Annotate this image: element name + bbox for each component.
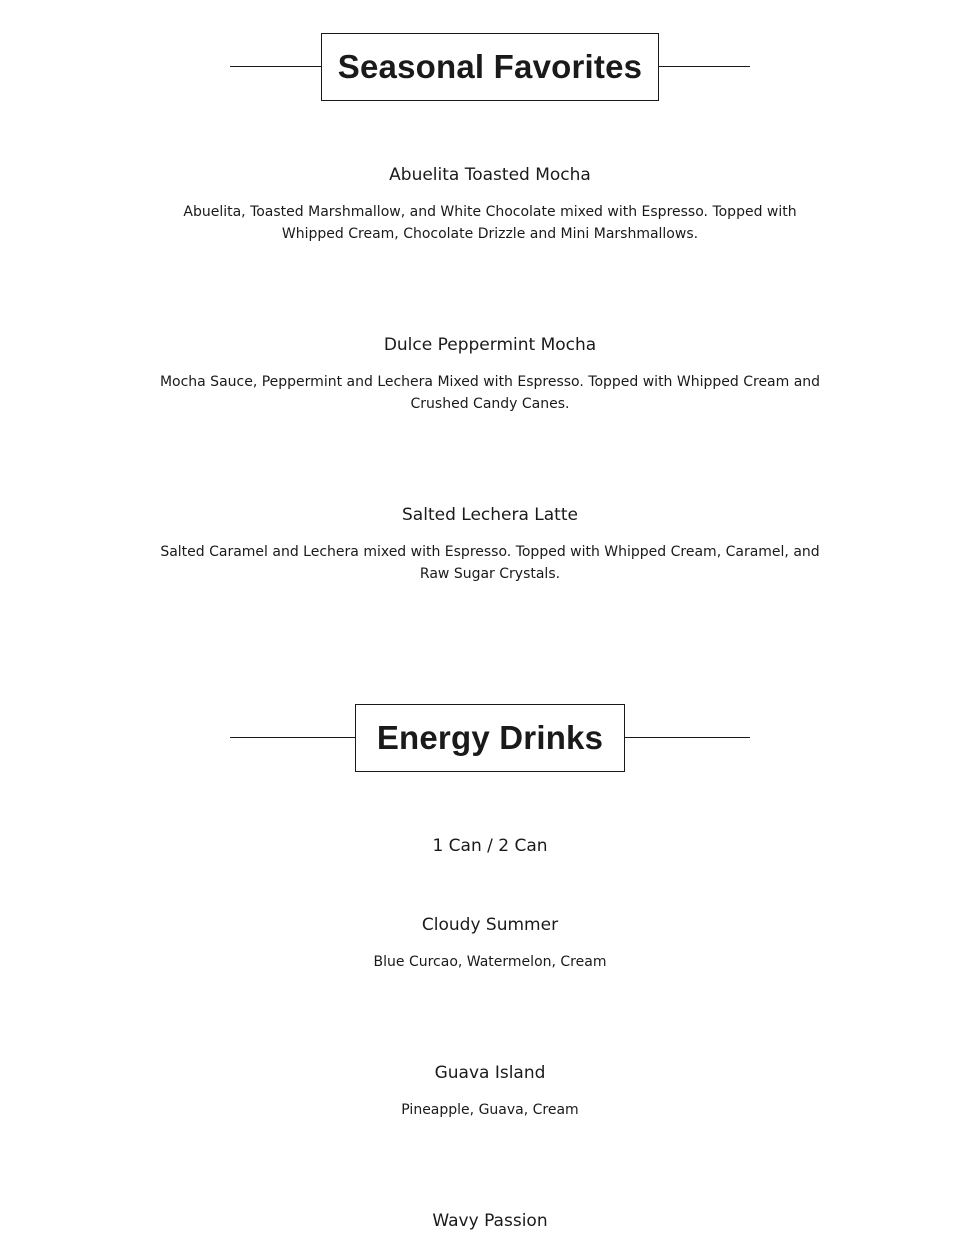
section-title: Energy Drinks	[376, 719, 604, 756]
menu-item-name: Dulce Peppermint Mocha	[383, 335, 597, 355]
header-title-box	[355, 704, 625, 772]
header-title-box	[321, 33, 659, 101]
menu-item-name: Wavy Passion	[432, 1211, 548, 1231]
header-rule-left	[230, 66, 321, 67]
menu-item-description: Pineapple, Guava, Cream	[401, 1102, 579, 1118]
menu-item	[0, 164, 965, 245]
menu-item	[0, 334, 965, 415]
menu-item-description: Blue Curcao, Watermelon, Cream	[373, 954, 607, 970]
header-rule-right	[625, 737, 750, 738]
menu-item	[0, 914, 965, 973]
menu-item	[0, 504, 965, 585]
size-label: 1 Can / 2 Can	[432, 836, 548, 856]
menu-item-name: Guava Island	[434, 1063, 546, 1083]
header-rule-right	[659, 66, 750, 67]
energy-drinks-header	[0, 704, 965, 772]
menu-item	[0, 1210, 965, 1232]
header-rule-left	[230, 737, 355, 738]
menu-item-name: Abuelita Toasted Mocha	[389, 165, 591, 185]
menu-item-name: Cloudy Summer	[421, 915, 559, 935]
menu-item	[0, 1062, 965, 1121]
section-title: Seasonal Favorites	[337, 48, 643, 85]
menu-item-name: Salted Lechera Latte	[402, 505, 578, 525]
menu-item-description: Mocha Sauce, Peppermint and Lechera Mixed with Espresso. Topped with Whipped Cream and Crushed Candy Canes.	[159, 374, 821, 412]
menu-item-description: Abuelita, Toasted Marshmallow, and White Chocolate mixed with Espresso. Topped with Whipped Cream, Chocolate Drizzle and Mini Marshmallows.	[183, 204, 797, 242]
seasonal-favorites-header	[0, 33, 965, 101]
menu-item-description: Salted Caramel and Lechera mixed with Espresso. Topped with Whipped Cream, Caramel, and Raw Sugar Crystals.	[160, 544, 820, 582]
